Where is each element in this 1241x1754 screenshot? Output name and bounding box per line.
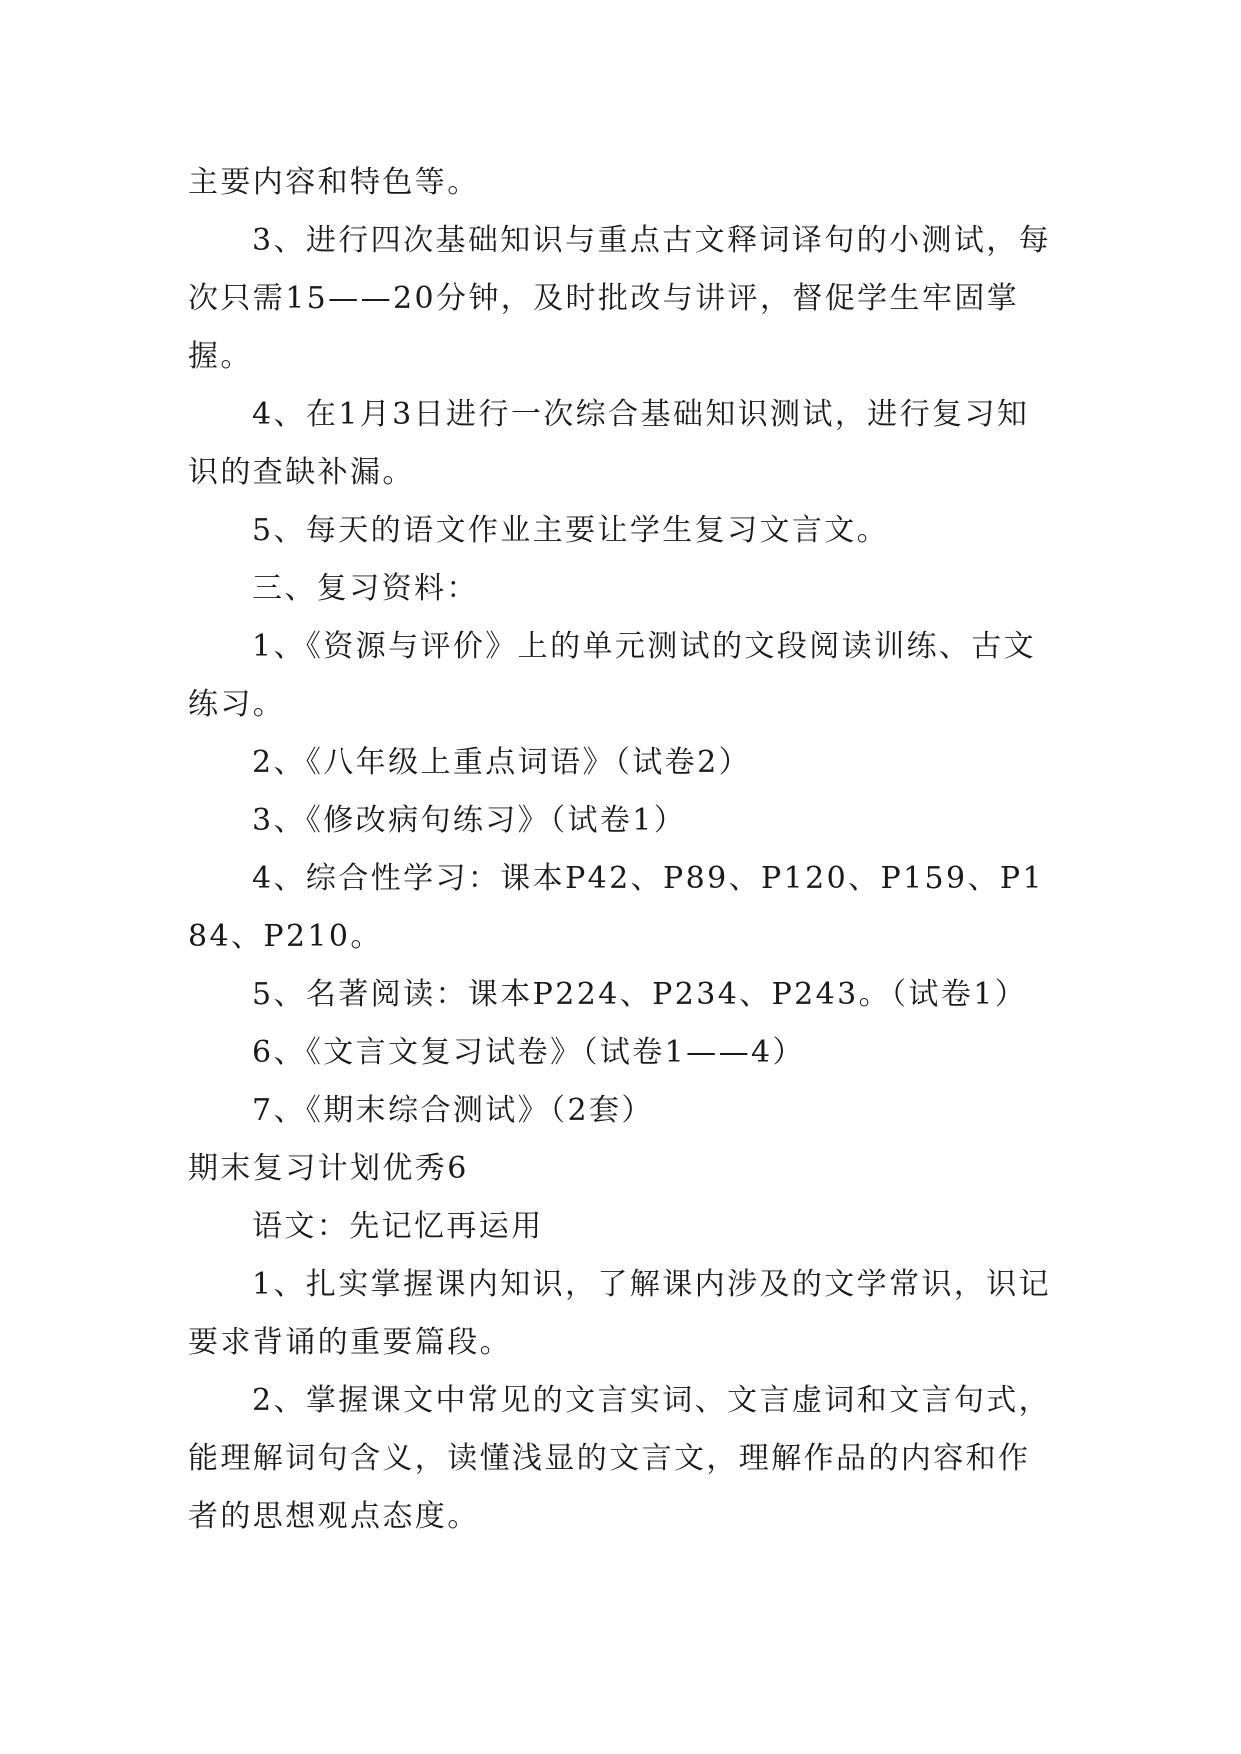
paragraph-material-1: 1、《资源与评价》上的单元测试的文段阅读训练、古文练习。 [188, 629, 1037, 722]
paragraph-material-2: 2、《八年级上重点词语》（试卷2） [252, 745, 751, 780]
paragraph-step-4: 4、在1月3日进行一次综合基础知识测试，进行复习知识的查缺补漏。 [188, 397, 1030, 490]
paragraph-step-3: 3、进行四次基础知识与重点古文释词译句的小测试，每次只需15——20分钟，及时批改与讲评，督促学生牢固掌握。 [188, 223, 1052, 374]
paragraph-material-3: 3、《修改病句练习》（试卷1） [252, 803, 687, 838]
paragraph-chinese-1: 1、扎实掌握课内知识，了解课内涉及的文学常识，识记要求背诵的重要篇段。 [188, 1267, 1052, 1360]
paragraph-material-7: 7、《期末综合测试》（2套） [252, 1093, 654, 1128]
paragraph-step-5: 5、每天的语文作业主要让学生复习文言文。 [252, 513, 890, 548]
paragraph-intro-tail: 主要内容和特色等。 [188, 165, 480, 200]
section-title: 期末复习计划优秀6 [188, 1151, 469, 1186]
paragraph-material-5: 5、名著阅读：课本P224、P234、P243。（试卷1） [252, 977, 1028, 1012]
section-heading-materials: 三、复习资料： [252, 571, 479, 606]
paragraph-material-4: 4、综合性学习：课本P42、P89、P120、P159、P184、P210。 [188, 861, 1044, 954]
paragraph-chinese-title: 语文：先记忆再运用 [252, 1209, 544, 1244]
paragraph-material-6: 6、《文言文复习试卷》（试卷1——4） [252, 1035, 805, 1070]
document-body [188, 154, 1058, 1546]
paragraph-chinese-2: 2、掌握课文中常见的文言实词、文言虚词和文言句式，能理解词句含义，读懂浅显的文言文，理解作品的内容和作者的思想观点态度。 [188, 1383, 1052, 1534]
